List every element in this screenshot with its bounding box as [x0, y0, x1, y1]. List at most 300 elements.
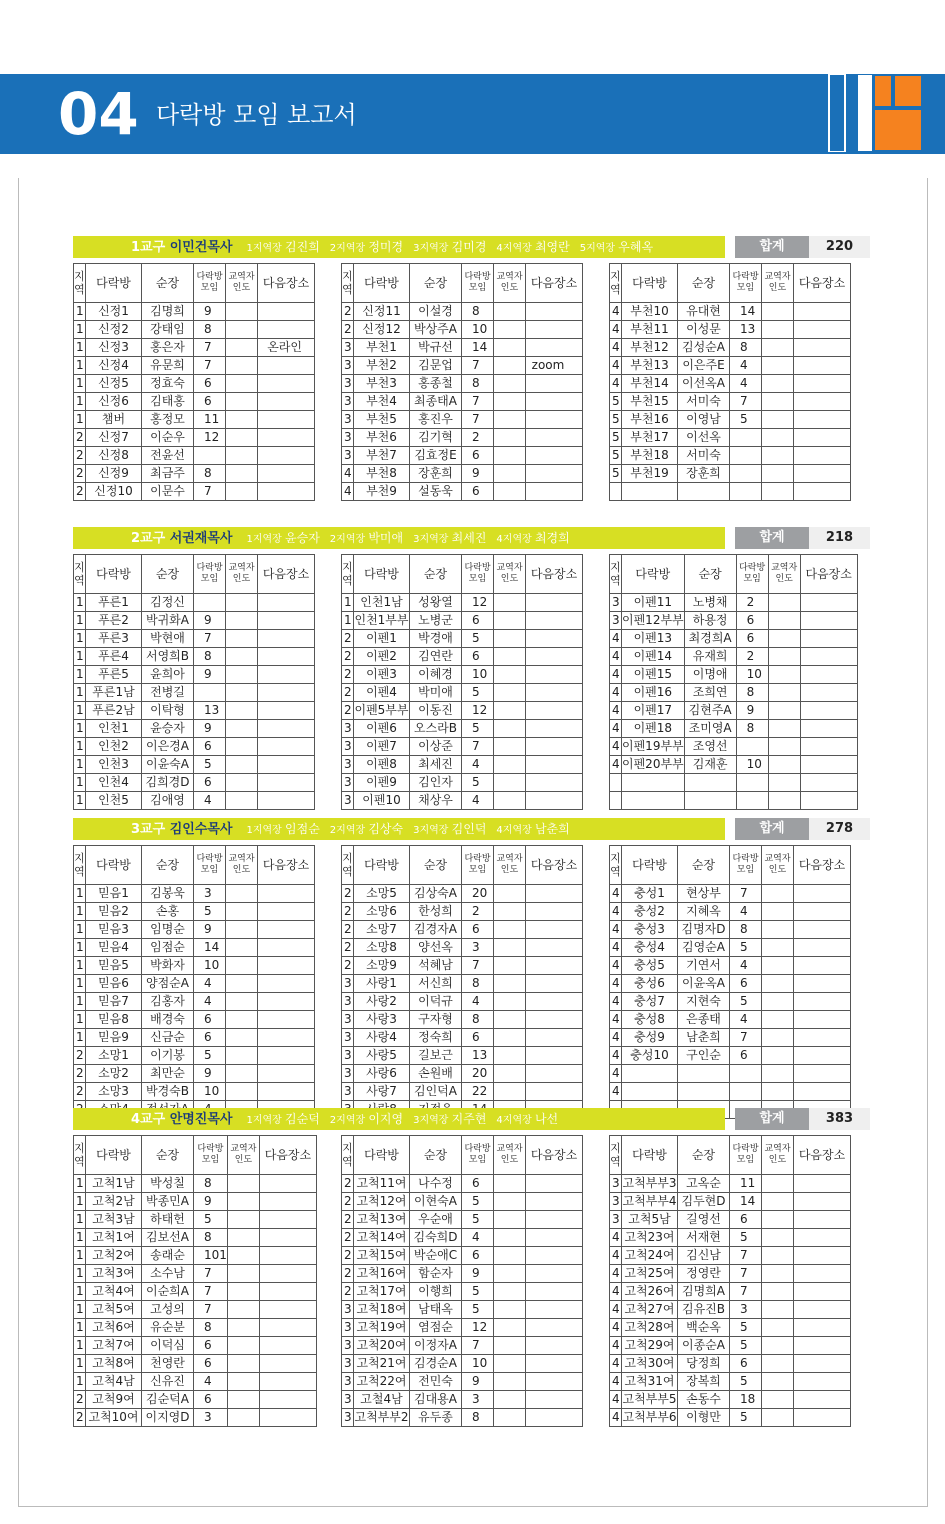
header-meeting: 다락방모임	[462, 264, 494, 303]
cell-evangelism	[762, 483, 794, 501]
cell-leader: 장훈희	[410, 465, 462, 483]
cell-next-place	[794, 957, 851, 975]
cell-meeting: 7	[462, 1337, 494, 1355]
cell-meeting: 9	[194, 666, 226, 684]
total-value: 278	[809, 818, 870, 840]
cell-group: 이펜4	[354, 684, 410, 702]
cell-meeting: 18	[730, 1391, 762, 1409]
cell-meeting: 6	[194, 1391, 228, 1409]
cell-group: 충성5	[622, 957, 678, 975]
cell-leader: 김숙희D	[410, 1229, 462, 1247]
table-row	[610, 921, 851, 939]
total-value: 220	[809, 236, 870, 258]
cell-evangelism	[226, 612, 258, 630]
cell-meeting: 7	[194, 483, 226, 501]
page-title: 다락방 모임 보고서	[156, 101, 357, 129]
table-row	[74, 903, 315, 921]
cell-meeting: 5	[462, 1211, 494, 1229]
cell-evangelism	[762, 975, 794, 993]
cell-group: 소망3	[86, 1083, 142, 1101]
group-table	[609, 1135, 851, 1427]
header-region: 지역	[74, 1136, 86, 1175]
district-section	[73, 1108, 870, 1424]
cell-next-place	[794, 1319, 851, 1337]
table-row	[342, 684, 583, 702]
cell-region: 3	[610, 1175, 622, 1193]
cell-meeting: 4	[730, 903, 762, 921]
cell-region: 1	[74, 612, 86, 630]
cell-leader: 박성칠	[142, 1175, 194, 1193]
cell-meeting: 12	[462, 594, 494, 612]
cell-group: 믿음8	[86, 1011, 142, 1029]
table-row	[342, 303, 583, 321]
cell-evangelism	[227, 1283, 259, 1301]
table-row	[74, 465, 315, 483]
cell-leader: 유문희	[142, 357, 194, 375]
cell-region: 3	[342, 1409, 354, 1427]
table-row	[342, 1047, 583, 1065]
cell-evangelism	[226, 702, 258, 720]
cell-region: 4	[610, 684, 622, 702]
cell-next-place	[258, 357, 315, 375]
pastor-name: 1교구 이민건목사	[131, 240, 233, 255]
cell-evangelism	[226, 993, 258, 1011]
cell-region: 1	[74, 1211, 86, 1229]
cell-leader: 서재현	[678, 1229, 730, 1247]
cell-region: 1	[74, 1011, 86, 1029]
table-row	[342, 1065, 583, 1083]
table-row	[610, 339, 851, 357]
cell-group: 고척부부6	[622, 1409, 678, 1427]
table-row	[74, 975, 315, 993]
cell-meeting	[194, 447, 226, 465]
header-region: 지역	[74, 555, 86, 594]
cell-next-place	[526, 903, 583, 921]
table-row	[610, 885, 851, 903]
cell-leader: 김상숙A	[410, 885, 462, 903]
cell-next-place	[800, 774, 857, 792]
table-row	[74, 756, 315, 774]
cell-group: 사랑2	[354, 993, 410, 1011]
cell-meeting: 7	[730, 1265, 762, 1283]
district-section	[73, 818, 870, 1098]
cell-next-place	[258, 612, 315, 630]
cell-region: 1	[74, 1283, 86, 1301]
header-region: 지역	[610, 1136, 622, 1175]
cell-leader: 박화자	[142, 957, 194, 975]
cell-region: 4	[610, 1065, 622, 1083]
table-row	[74, 1011, 315, 1029]
header-region: 지역	[342, 846, 354, 885]
table-row	[74, 957, 315, 975]
cell-meeting: 5	[730, 1319, 762, 1337]
cell-leader: 윤승자	[142, 720, 194, 738]
cell-group: 인천5	[86, 792, 142, 810]
group-table	[73, 1135, 317, 1427]
cell-next-place	[259, 1391, 316, 1409]
cell-meeting: 5	[730, 1373, 762, 1391]
table-row	[342, 939, 583, 957]
cell-meeting: 8	[194, 1175, 228, 1193]
cell-region: 2	[342, 1211, 354, 1229]
cell-region: 4	[610, 1301, 622, 1319]
cell-meeting: 5	[462, 1193, 494, 1211]
table-row	[610, 774, 858, 792]
header-place: 다음장소	[258, 555, 315, 594]
region-leader: 2지역장 이지영	[329, 1112, 404, 1126]
cell-group: 푸른1	[86, 594, 142, 612]
cell-evangelism	[494, 1193, 526, 1211]
table-row	[342, 1175, 583, 1193]
cell-evangelism	[494, 357, 526, 375]
cell-evangelism	[494, 957, 526, 975]
cell-group: 고척24여	[622, 1247, 678, 1265]
cell-next-place	[259, 1193, 316, 1211]
cell-next-place	[794, 939, 851, 957]
table-row	[342, 1011, 583, 1029]
cell-next-place	[259, 1229, 316, 1247]
header-meeting: 다락방모임	[194, 555, 226, 594]
cell-leader: 김영순A	[678, 939, 730, 957]
cell-group: 신정6	[86, 393, 142, 411]
table-row	[610, 756, 858, 774]
cell-next-place	[800, 612, 857, 630]
cell-leader: 손동수	[678, 1391, 730, 1409]
cell-leader: 손홍	[142, 903, 194, 921]
cell-group: 소망8	[354, 939, 410, 957]
group-table	[341, 263, 583, 501]
cell-region: 3	[342, 375, 354, 393]
cell-region	[610, 483, 622, 501]
cell-evangelism	[494, 1175, 526, 1193]
cell-meeting: 22	[462, 1083, 494, 1101]
cell-meeting: 6	[462, 483, 494, 501]
table-row	[610, 792, 858, 810]
table-row	[342, 1373, 583, 1391]
table-row	[74, 357, 315, 375]
cell-group	[622, 1083, 678, 1101]
cell-region: 3	[342, 357, 354, 375]
cell-next-place	[526, 1193, 583, 1211]
cell-leader: 박경숙B	[142, 1083, 194, 1101]
cell-meeting: 7	[462, 411, 494, 429]
cell-meeting: 5	[730, 939, 762, 957]
region-leader: 4지역장 나선	[496, 1112, 559, 1126]
cell-region: 3	[342, 429, 354, 447]
cell-leader: 최금주	[142, 465, 194, 483]
header-region: 지역	[610, 846, 622, 885]
cell-region: 1	[74, 903, 86, 921]
table-row	[342, 993, 583, 1011]
cell-next-place	[794, 429, 851, 447]
cell-group: 고척28여	[622, 1319, 678, 1337]
cell-meeting: 14	[730, 1193, 762, 1211]
cell-meeting: 6	[462, 921, 494, 939]
header-evangelism: 교역자인도	[227, 1136, 259, 1175]
table-row	[74, 792, 315, 810]
cell-leader: 홍정모	[142, 411, 194, 429]
cell-group: 고척부부2	[354, 1409, 410, 1427]
cell-leader: 하용정	[684, 612, 736, 630]
cell-leader: 설동욱	[410, 483, 462, 501]
cell-next-place	[526, 1355, 583, 1373]
cell-group: 신정7	[86, 429, 142, 447]
cell-next-place	[794, 1065, 851, 1083]
cell-meeting	[730, 447, 762, 465]
cell-meeting: 10	[736, 666, 768, 684]
cell-region: 5	[610, 429, 622, 447]
cell-region: 2	[74, 465, 86, 483]
cell-leader: 박경애	[410, 630, 462, 648]
cell-evangelism	[226, 921, 258, 939]
cell-leader: 이상준	[410, 738, 462, 756]
cell-leader: 장복희	[678, 1373, 730, 1391]
cell-meeting: 7	[462, 357, 494, 375]
cell-next-place	[526, 993, 583, 1011]
cell-group: 고척18여	[354, 1301, 410, 1319]
section-title	[73, 527, 725, 549]
cell-region: 2	[342, 303, 354, 321]
cell-meeting: 5	[462, 720, 494, 738]
cell-evangelism	[762, 321, 794, 339]
cell-group: 고척3여	[86, 1265, 142, 1283]
cell-leader: 노병채	[684, 594, 736, 612]
cell-evangelism	[494, 1229, 526, 1247]
cell-meeting: 9	[194, 720, 226, 738]
table-row	[342, 393, 583, 411]
cell-leader: 은종태	[678, 1011, 730, 1029]
cell-evangelism	[494, 1029, 526, 1047]
header-place: 다음장소	[794, 1136, 851, 1175]
table-row	[342, 957, 583, 975]
header-region: 지역	[342, 264, 354, 303]
cell-next-place	[800, 594, 857, 612]
cell-leader: 이순우	[142, 429, 194, 447]
cell-next-place	[258, 738, 315, 756]
cell-meeting: 6	[730, 975, 762, 993]
cell-leader: 오스라B	[410, 720, 462, 738]
cell-meeting: 4	[194, 1373, 228, 1391]
cell-meeting: 7	[194, 1301, 228, 1319]
cell-group: 소망7	[354, 921, 410, 939]
cell-meeting: 8	[194, 321, 226, 339]
header-leader: 순장	[142, 264, 194, 303]
table-row	[610, 1391, 851, 1409]
table-row	[610, 375, 851, 393]
cell-group: 고척5남	[622, 1211, 678, 1229]
cell-region: 2	[74, 429, 86, 447]
cell-evangelism	[494, 666, 526, 684]
cell-group: 이펜18	[622, 720, 685, 738]
cell-region: 3	[342, 1319, 354, 1337]
cell-region: 3	[610, 1211, 622, 1229]
cell-group: 충성1	[622, 885, 678, 903]
cell-evangelism	[494, 303, 526, 321]
section-bar	[73, 1108, 870, 1130]
cell-leader: 윤희아	[142, 666, 194, 684]
group-table	[341, 554, 583, 810]
cell-region: 2	[74, 1409, 86, 1427]
cell-meeting: 5	[194, 1047, 226, 1065]
header-region: 지역	[610, 264, 622, 303]
cell-region: 1	[74, 921, 86, 939]
header-meeting: 다락방모임	[730, 264, 762, 303]
cell-evangelism	[762, 375, 794, 393]
table-row	[342, 885, 583, 903]
cell-next-place	[258, 975, 315, 993]
cell-next-place	[258, 1065, 315, 1083]
cell-region: 4	[610, 648, 622, 666]
cell-region: 3	[342, 1065, 354, 1083]
cell-region: 2	[342, 921, 354, 939]
cell-group: 믿음7	[86, 993, 142, 1011]
header-leader: 순장	[684, 555, 736, 594]
cell-group: 이펜1	[354, 630, 410, 648]
table-row	[342, 1319, 583, 1337]
cell-meeting: 6	[462, 447, 494, 465]
cell-evangelism	[226, 774, 258, 792]
table-row	[342, 321, 583, 339]
cell-group: 푸른3	[86, 630, 142, 648]
cell-leader: 홍종철	[410, 375, 462, 393]
table-row	[74, 1193, 317, 1211]
table-row	[342, 375, 583, 393]
cell-region: 1	[74, 1229, 86, 1247]
cell-evangelism	[762, 411, 794, 429]
cell-next-place	[794, 1229, 851, 1247]
header-meeting: 다락방모임	[462, 555, 494, 594]
cell-evangelism	[762, 303, 794, 321]
cell-region: 4	[610, 975, 622, 993]
cell-meeting: 3	[194, 1409, 228, 1427]
cell-evangelism	[494, 375, 526, 393]
cell-next-place	[526, 957, 583, 975]
group-table	[341, 1135, 583, 1427]
cell-meeting	[194, 594, 226, 612]
cell-leader: 김명자D	[678, 921, 730, 939]
cell-group: 부천8	[354, 465, 410, 483]
cell-next-place	[259, 1211, 316, 1229]
table-row	[74, 738, 315, 756]
cell-leader: 김기혁	[410, 429, 462, 447]
cell-leader: 김인덕A	[410, 1083, 462, 1101]
table-row	[342, 666, 583, 684]
cell-region: 4	[610, 957, 622, 975]
cell-leader: 이현숙A	[410, 1193, 462, 1211]
cell-evangelism	[494, 939, 526, 957]
cell-leader: 백순옥	[678, 1319, 730, 1337]
cell-next-place	[800, 738, 857, 756]
cell-evangelism	[762, 957, 794, 975]
header-leader: 순장	[410, 264, 462, 303]
region-leader: 1지역장 임점순	[246, 822, 320, 836]
group-table	[609, 554, 858, 810]
cell-group: 이펜15	[622, 666, 685, 684]
cell-leader: 유두종	[410, 1409, 462, 1427]
table-row	[610, 957, 851, 975]
cell-evangelism	[494, 756, 526, 774]
cell-meeting: 14	[194, 939, 226, 957]
cell-leader	[678, 1083, 730, 1101]
cell-next-place	[526, 1409, 583, 1427]
table-row	[342, 903, 583, 921]
cell-meeting: 7	[730, 1247, 762, 1265]
cell-meeting: 8	[462, 303, 494, 321]
cell-evangelism	[762, 429, 794, 447]
cell-leader	[684, 792, 736, 810]
cell-meeting: 2	[736, 594, 768, 612]
cell-meeting: 6	[730, 1211, 762, 1229]
table-row	[74, 939, 315, 957]
header-meeting: 다락방모임	[730, 1136, 762, 1175]
header-meeting: 다락방모임	[462, 846, 494, 885]
cell-evangelism	[226, 447, 258, 465]
cell-next-place	[794, 903, 851, 921]
group-table	[73, 845, 315, 1119]
cell-next-place	[258, 1011, 315, 1029]
cell-group: 고척4여	[86, 1283, 142, 1301]
header-region: 지역	[74, 264, 86, 303]
region-leader: 2지역장 박미애	[329, 531, 404, 545]
cell-region: 1	[74, 756, 86, 774]
cell-group: 고척3남	[86, 1211, 142, 1229]
cell-next-place	[526, 594, 583, 612]
region-leader: 2지역장 김상숙	[329, 822, 404, 836]
cell-next-place	[526, 939, 583, 957]
cell-group: 부천10	[622, 303, 678, 321]
cell-evangelism	[494, 1337, 526, 1355]
cell-evangelism	[226, 303, 258, 321]
table-row	[342, 738, 583, 756]
cell-region: 3	[342, 1337, 354, 1355]
cell-group: 이펜19부부	[622, 738, 685, 756]
cell-meeting: 5	[730, 1337, 762, 1355]
cell-leader: 정영란	[678, 1265, 730, 1283]
cell-meeting: 5	[730, 411, 762, 429]
cell-leader: 김애영	[142, 792, 194, 810]
cell-group: 고척31여	[622, 1373, 678, 1391]
cell-group: 부천13	[622, 357, 678, 375]
cell-region: 1	[74, 885, 86, 903]
cell-group: 이펜13	[622, 630, 685, 648]
cell-next-place	[794, 1337, 851, 1355]
cell-group: 신정12	[354, 321, 410, 339]
cell-region: 1	[342, 594, 354, 612]
cell-next-place	[526, 885, 583, 903]
cell-leader: 김재훈	[684, 756, 736, 774]
cell-meeting: 4	[462, 792, 494, 810]
cell-evangelism	[494, 1211, 526, 1229]
cell-next-place	[258, 321, 315, 339]
cell-leader: 이선옥	[678, 429, 730, 447]
cell-next-place	[258, 903, 315, 921]
cell-region: 1	[74, 1337, 86, 1355]
cell-region: 4	[610, 1337, 622, 1355]
region-leader: 2지역장 정미경	[329, 240, 404, 254]
cell-next-place	[259, 1175, 316, 1193]
cell-next-place	[794, 339, 851, 357]
table-row	[610, 357, 851, 375]
cell-meeting: 6	[730, 1355, 762, 1373]
table-row	[74, 1391, 317, 1409]
cell-group: 부천15	[622, 393, 678, 411]
cell-region: 1	[74, 702, 86, 720]
cell-region: 4	[610, 756, 622, 774]
cell-next-place	[800, 666, 857, 684]
cell-leader: 홍은자	[142, 339, 194, 357]
cell-meeting: 5	[462, 1301, 494, 1319]
cell-region: 3	[342, 756, 354, 774]
